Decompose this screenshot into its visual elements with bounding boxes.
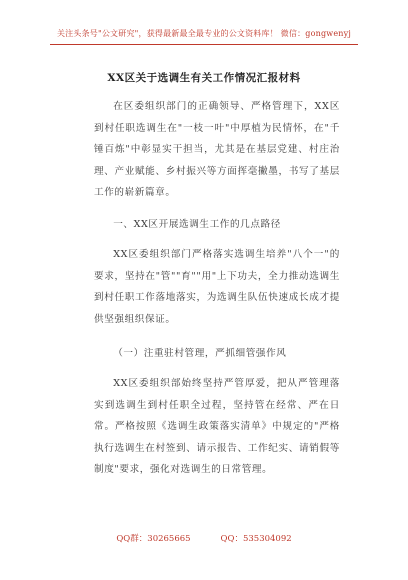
subsection-1-body-block — [94, 373, 340, 481]
header-note: 关注头条号"公文研究"，获得最新最全最专业的公文资料库！ 微信：gongwenyj — [56, 29, 352, 38]
section-heading-1: 一、XX区开展选调生工作的几点路径 — [113, 219, 281, 230]
section-1-body-block — [94, 244, 340, 330]
intro-paragraph-block — [94, 96, 340, 204]
footer-qq-group: QQ群：30265665 — [116, 534, 191, 544]
footer-contact — [0, 532, 408, 544]
subsection-1-paragraph: XX区委组织部始终坚持严管厚爱，把从严管理落实到选调生到村任职全过程，坚持管在经常、严在日常。严格按照《选调生政策落实清单》中规定的"严格执行选调生在村签到、请示报告、工作纪实、请销假等制度"要求，强化对选调生的日常管理。 — [94, 378, 340, 475]
section-1-paragraph: XX区委组织部门严格落实选调生培养"八个一"的要求，坚持在"管""育""用"上下功夫，全力推动选调生到村任职工作落地落实，为选调生队伍快速成长成才提供坚强组织保证。 — [94, 249, 340, 325]
document-title: XX区关于选调生有关工作情况汇报材料 — [107, 72, 301, 84]
footer-qq: QQ：535304092 — [220, 534, 292, 544]
subsection-heading-1: （一）注重驻村管理，严抓细管强作风 — [113, 348, 287, 359]
header-divider — [50, 44, 358, 45]
intro-paragraph: 在区委组织部门的正确领导、严格管理下，XX区到村任职选调生在"一枝一叶"中厚植为民情怀，在"千锤百炼"中彰显实干担当，尤其是在基层党建、村庄治理、产业赋能、乡村振兴等方面挥毫撇墨，书写了基层工作的崭新篇章。 — [94, 101, 340, 198]
